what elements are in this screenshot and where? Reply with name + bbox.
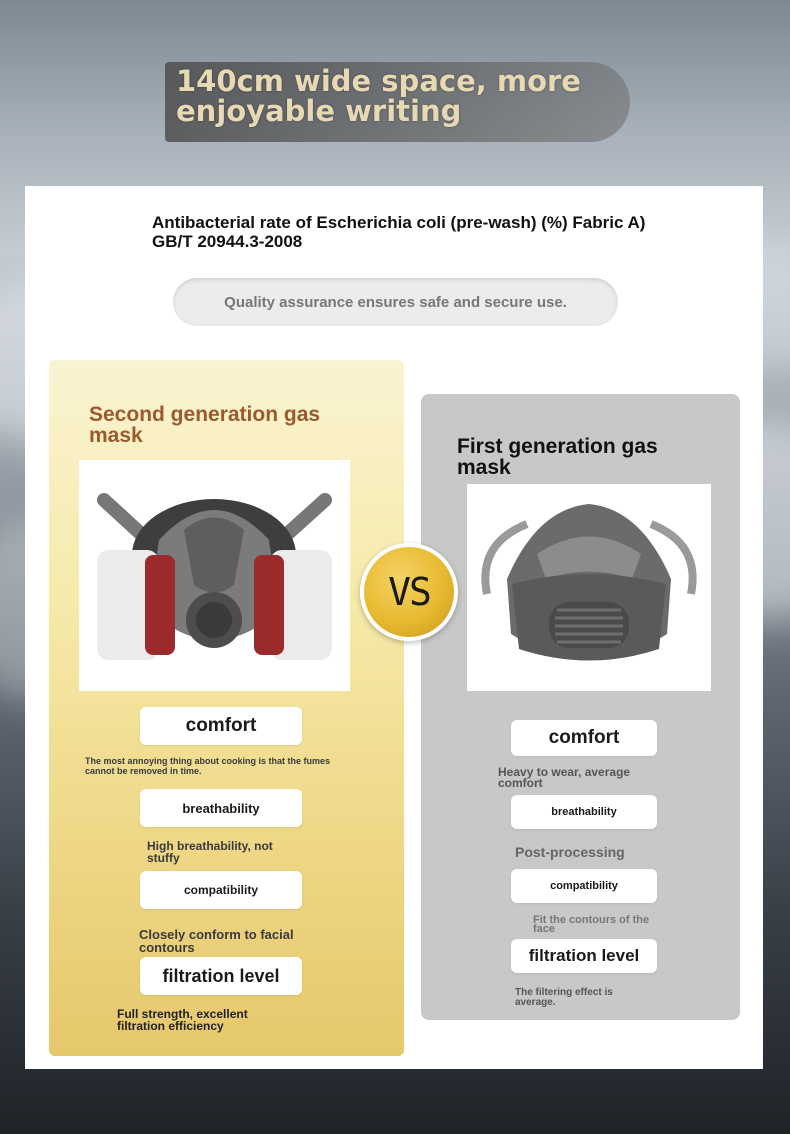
second-gen-filtration-desc: Full strength, excellent filtration efficiency	[117, 1007, 248, 1033]
second-gen-comfort-box: comfort	[140, 707, 302, 745]
second-generation-title: Second generation gas mask	[89, 403, 321, 447]
second-generation-photo	[79, 460, 350, 691]
half-mask-respirator-icon	[79, 460, 350, 691]
first-gen-breathability-box: breathability	[511, 795, 657, 829]
first-generation-title: First generation gas mask	[457, 435, 658, 479]
first-generation-panel	[421, 394, 740, 1020]
second-gen-breathability-desc: High breathability, not stuffy	[147, 839, 273, 865]
second-gen-comfort-desc: The most annoying thing about cooking is that the fumes cannot be removed in time.	[85, 756, 331, 776]
first-gen-compatibility-desc: Fit the contours of the face	[533, 914, 650, 935]
comparison-card	[25, 186, 763, 1069]
first-gen-filtration-desc: The filtering effect is average.	[515, 987, 613, 1008]
first-gen-comfort-desc: Heavy to wear, average comfort	[498, 765, 631, 790]
second-gen-compatibility-box: compatibility	[140, 871, 302, 909]
second-gen-compatibility-desc: Closely conform to facial contours	[139, 927, 294, 955]
dust-mask-icon	[467, 484, 711, 691]
assurance-pill: Quality assurance ensures safe and secure use.	[173, 278, 618, 326]
second-generation-panel	[49, 360, 404, 1056]
second-gen-breathability-box: breathability	[140, 789, 302, 827]
vs-badge: VS	[360, 543, 458, 641]
first-gen-filtration-box: filtration level	[511, 939, 657, 973]
test-standard-subtitle: Antibacterial rate of Escherichia coli (pre-wash) (%) Fabric A) GB/T 20944.3-2008	[152, 213, 646, 251]
second-gen-filtration-box: filtration level	[140, 957, 302, 995]
first-gen-breathability-desc: Post-processing	[515, 844, 625, 860]
first-gen-compatibility-box: compatibility	[511, 869, 657, 903]
headline: 140cm wide space, more enjoyable writing	[176, 64, 581, 128]
first-gen-comfort-box: comfort	[511, 720, 657, 756]
first-generation-photo	[467, 484, 711, 691]
